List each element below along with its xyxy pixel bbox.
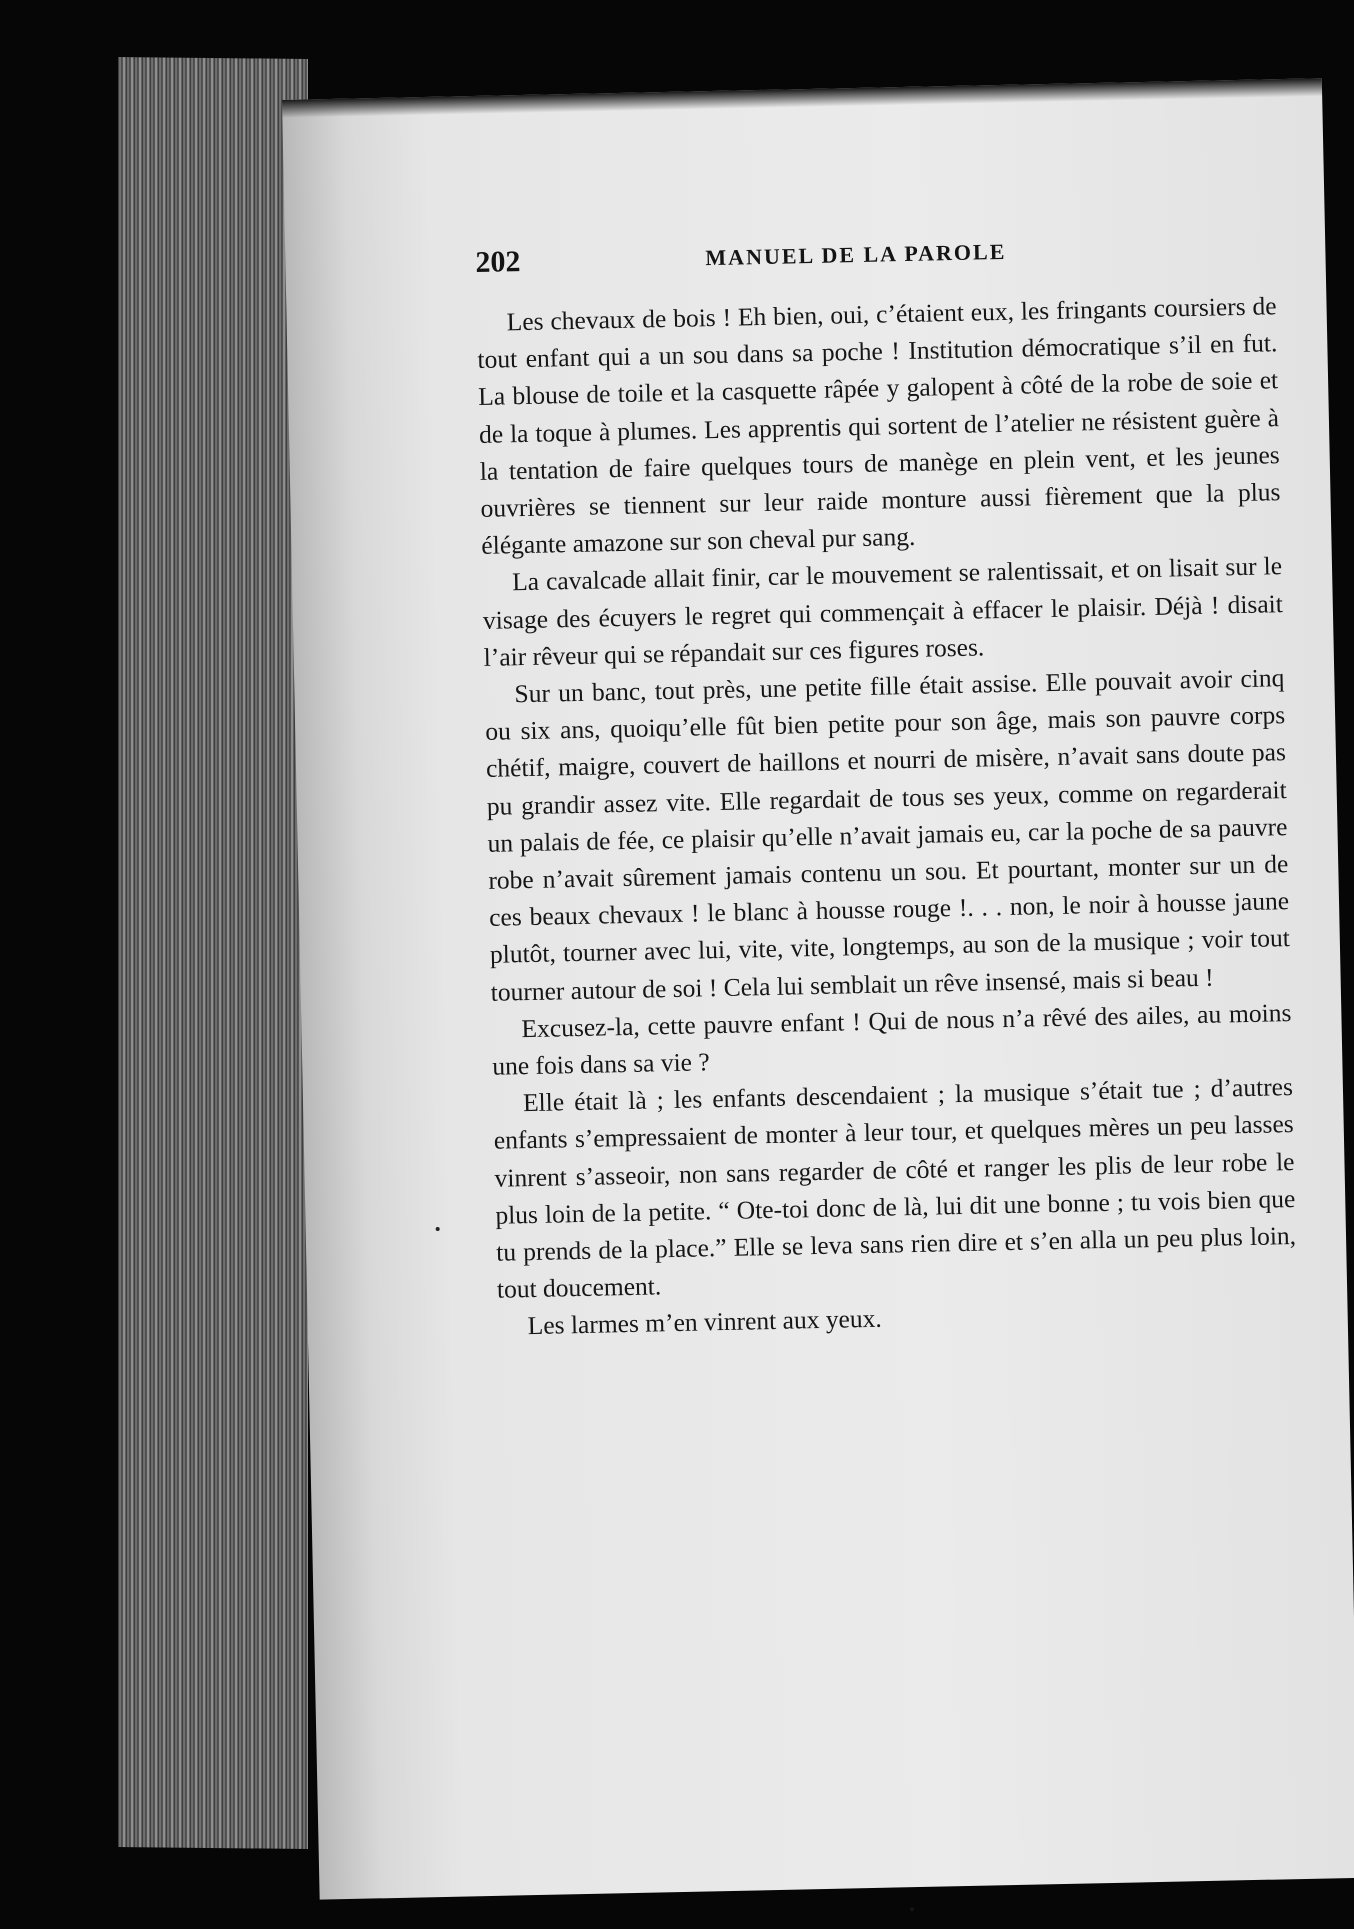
paragraph: La cavalcade allait finir, car le mouvement se ralentissait, et on lisait sur le visage des écuyers le regret qui commençait à effacer le plaisir. Déjà ! disait l’air rêveur qui se répandait sur ces figures roses.: [482, 551, 1284, 672]
paragraph: Excusez-la, cette pauvre enfant ! Qui de nous n’a rêvé des ailes, au moins une fois dans sa vie ?: [491, 997, 1292, 1081]
dust-speck: [910, 1907, 914, 1911]
body-text: [476, 287, 1298, 1345]
paragraph: Les larmes m’en vinrent aux yeux.: [527, 1304, 883, 1341]
page-number: 202: [475, 245, 521, 279]
paragraph: Elle était là ; les enfants descendaient ; la musique s’était tue ; d’autres enfants s’empressaient de monter à leur tour, et quelques mères un peu lasses vinrent s’asseoir, non sans regarder de côté et ranger les plis de leur robe le plus loin de la petite. “ Ote-toi donc de là, lui dit une bonne ; tu vois bien que tu prends de la place.” Elle se leva sans rien dire et s’en alla un peu plus loin, tout doucement.: [493, 1072, 1297, 1305]
page-header: [475, 233, 1096, 286]
page-sheet: [282, 78, 1354, 1899]
paragraph: Les chevaux de bois ! Eh bien, oui, c’étaient eux, les fringants coursiers de tout enfant qui a un sou dans sa poche ! Institution démocratique s’il en fut. La blouse de toile et la casquette râpée y galopent à côté de la robe de soie et de la toque à plumes. Les apprentis qui sortent de l’atelier ne résistent guère à la tentation de faire quelques tours de manège en plein vent, et les jeunes ouvrières se tiennent sur leur raide monture aussi fièrement que la plus élégante amazone sur son cheval pur sang.: [477, 291, 1281, 561]
paragraph: Sur un banc, tout près, une petite fille était assise. Elle pouvait avoir cinq ou six ans, quoiqu’elle fût bien petite pour son âge, mais son pauvre corps chétif, maigre, couvert de haillons et nourri de misère, n’avait sans doute pas pu grandir assez vite. Elle regardait de tous ses yeux, comme on regarderait un palais de fée, ce plaisir qu’elle n’avait jamais eu, car la poche de sa pauvre robe n’avait sûrement jamais contenu un sou. Et pourtant, monter sur un de ces beaux chevaux ! le blanc à housse rouge !. . . non, le noir à housse jaune plutôt, tourner avec lui, vite, vite, longtemps, au son de la musique ; voir tout tourner autour de soi ! Cela lui semblait un rêve insensé, mais si beau !: [484, 663, 1291, 1007]
book-page-edges: [118, 57, 308, 1849]
dust-speck: [436, 1227, 440, 1231]
running-head: MANUEL DE LA PAROLE: [705, 238, 1007, 271]
